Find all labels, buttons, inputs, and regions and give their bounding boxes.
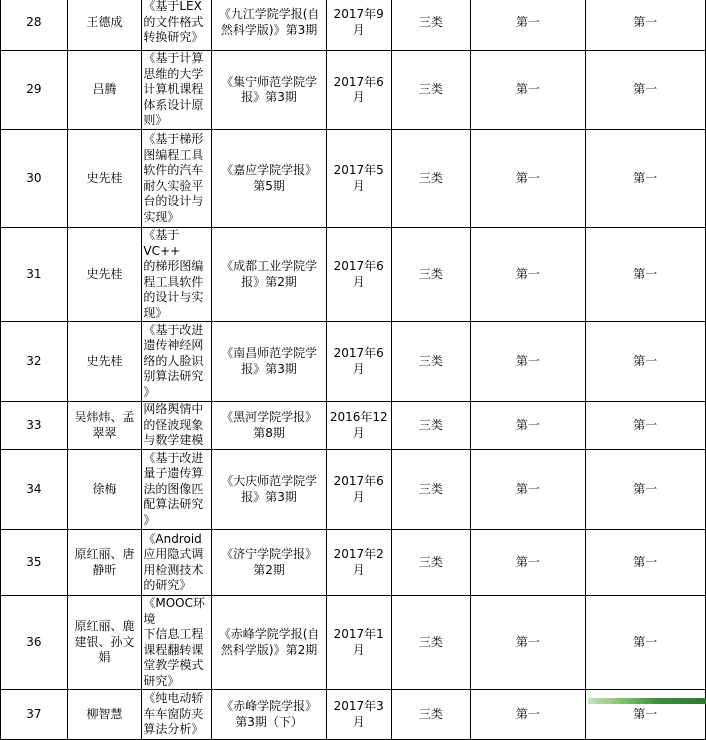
publish-date-cell[interactable]: 2017年9月 [326, 0, 391, 51]
author-cell[interactable]: 吴炜炜、孟 翠翠 [67, 402, 142, 450]
unit-rank-cell[interactable]: 第一 [585, 322, 705, 402]
table-row [1, 322, 706, 402]
unit-rank-cell[interactable]: 第一 [585, 530, 705, 596]
unit-rank-cell[interactable]: 第一 [585, 130, 705, 228]
row-number-cell[interactable]: 33 [1, 402, 68, 450]
publish-date-cell[interactable]: 2017年2月 [326, 530, 391, 596]
row-number-cell[interactable]: 29 [1, 51, 68, 130]
sheet-tab-indicator [588, 698, 706, 704]
unit-rank-cell[interactable]: 第一 [585, 596, 705, 690]
journal-cell[interactable]: 《成都工业学院学 报》第2期 [212, 228, 327, 322]
category-cell[interactable]: 三类 [391, 0, 471, 51]
row-number-cell[interactable]: 32 [1, 322, 68, 402]
journal-cell[interactable]: 《南昌师范学院学 报》第3期 [212, 322, 327, 402]
publish-date-cell[interactable]: 2017年6月 [326, 228, 391, 322]
unit-rank-cell[interactable]: 第一 [585, 450, 705, 530]
table-row [1, 530, 706, 596]
paper-title-cell[interactable]: 《基于改进 遗传神经网 络的人脸识 别算法研究 》 [142, 322, 212, 402]
paper-title-cell[interactable]: 《Android 应用隐式调 用检测技术 的研究》 [142, 530, 212, 596]
table-row [1, 0, 706, 51]
author-rank-cell[interactable]: 第一 [471, 690, 585, 740]
row-number-cell[interactable]: 35 [1, 530, 68, 596]
journal-cell[interactable]: 《赤峰学院学报(自 然科学版)》第2期 [212, 596, 327, 690]
publish-date-cell[interactable]: 2017年6月 [326, 322, 391, 402]
category-cell[interactable]: 三类 [391, 130, 471, 228]
author-cell[interactable]: 原红丽、唐 静昕 [67, 530, 142, 596]
category-cell[interactable]: 三类 [391, 51, 471, 130]
author-rank-cell[interactable]: 第一 [471, 322, 585, 402]
table-row [1, 228, 706, 322]
unit-rank-cell[interactable]: 第一 [585, 690, 705, 740]
publish-date-cell[interactable]: 2017年5月 [326, 130, 391, 228]
journal-cell[interactable]: 《济宁学院学报》 第2期 [212, 530, 327, 596]
table-row [1, 690, 706, 740]
paper-title-cell[interactable]: 《MOOC环境 下信息工程 课程翻转课 堂教学模式 研究》 [142, 596, 212, 690]
unit-rank-cell[interactable]: 第一 [585, 51, 705, 130]
publish-date-cell[interactable]: 2017年6月 [326, 51, 391, 130]
journal-cell[interactable]: 《集宁师范学院学 报》第3期 [212, 51, 327, 130]
category-cell[interactable]: 三类 [391, 596, 471, 690]
unit-rank-cell[interactable]: 第一 [585, 0, 705, 51]
author-rank-cell[interactable]: 第一 [471, 596, 585, 690]
row-number-cell[interactable]: 37 [1, 690, 68, 740]
category-cell[interactable]: 三类 [391, 690, 471, 740]
author-rank-cell[interactable]: 第一 [471, 402, 585, 450]
table-row [1, 450, 706, 530]
author-cell[interactable]: 柳智慧 [67, 690, 142, 740]
publish-date-cell[interactable]: 2017年6月 [326, 450, 391, 530]
author-cell[interactable]: 史先桂 [67, 322, 142, 402]
author-cell[interactable]: 史先桂 [67, 130, 142, 228]
author-rank-cell[interactable]: 第一 [471, 51, 585, 130]
paper-title-cell[interactable]: 《基于LEX 的文件格式 转换研究》 [142, 0, 212, 51]
unit-rank-cell[interactable]: 第一 [585, 402, 705, 450]
publish-date-cell[interactable]: 2017年3月 [326, 690, 391, 740]
category-cell[interactable]: 三类 [391, 402, 471, 450]
journal-cell[interactable]: 《大庆师范学院学 报》第3期 [212, 450, 327, 530]
author-rank-cell[interactable]: 第一 [471, 0, 585, 51]
paper-title-cell[interactable]: 《基于梯形 图编程工具 软件的汽车 耐久实验平 台的设计与 实现》 [142, 130, 212, 228]
table-row [1, 130, 706, 228]
table-row [1, 596, 706, 690]
category-cell[interactable]: 三类 [391, 450, 471, 530]
row-number-cell[interactable]: 28 [1, 0, 68, 51]
category-cell[interactable]: 三类 [391, 530, 471, 596]
paper-title-cell[interactable]: 《基于改进 量子遗传算 法的图像匹 配算法研究 》 [142, 450, 212, 530]
category-cell[interactable]: 三类 [391, 322, 471, 402]
row-number-cell[interactable]: 34 [1, 450, 68, 530]
category-cell[interactable]: 三类 [391, 228, 471, 322]
row-number-cell[interactable]: 30 [1, 130, 68, 228]
author-rank-cell[interactable]: 第一 [471, 130, 585, 228]
paper-title-cell[interactable]: 网络舆情中 的怪波现象 与数学建模 [142, 402, 212, 450]
paper-title-cell[interactable]: 《基于计算 思维的大学 计算机课程 体系设计原 则》 [142, 51, 212, 130]
journal-cell[interactable]: 《九江学院学报(自 然科学版)》第3期 [212, 0, 327, 51]
author-cell[interactable]: 徐梅 [67, 450, 142, 530]
row-number-cell[interactable]: 36 [1, 596, 68, 690]
unit-rank-cell[interactable]: 第一 [585, 228, 705, 322]
author-rank-cell[interactable]: 第一 [471, 530, 585, 596]
row-number-cell[interactable]: 31 [1, 228, 68, 322]
author-rank-cell[interactable]: 第一 [471, 450, 585, 530]
author-cell[interactable]: 王德成 [67, 0, 142, 51]
author-cell[interactable]: 吕腾 [67, 51, 142, 130]
author-cell[interactable]: 原红丽、鹿 建银、孙文 娟 [67, 596, 142, 690]
paper-title-cell[interactable]: 《基于VC++ 的梯形图编 程工具软件 的设计与实 现》 [142, 228, 212, 322]
publish-date-cell[interactable]: 2017年1月 [326, 596, 391, 690]
author-rank-cell[interactable]: 第一 [471, 228, 585, 322]
journal-cell[interactable]: 《黑河学院学报》 第8期 [212, 402, 327, 450]
journal-cell[interactable]: 《赤峰学院学报》 第3期（下） [212, 690, 327, 740]
paper-title-cell[interactable]: 《纯电动轿 车车窗防夹 算法分析》 [142, 690, 212, 740]
table-row [1, 402, 706, 450]
journal-cell[interactable]: 《嘉应学院学报》 第5期 [212, 130, 327, 228]
publish-date-cell[interactable]: 2016年12月 [326, 402, 391, 450]
author-cell[interactable]: 史先桂 [67, 228, 142, 322]
table-row [1, 51, 706, 130]
